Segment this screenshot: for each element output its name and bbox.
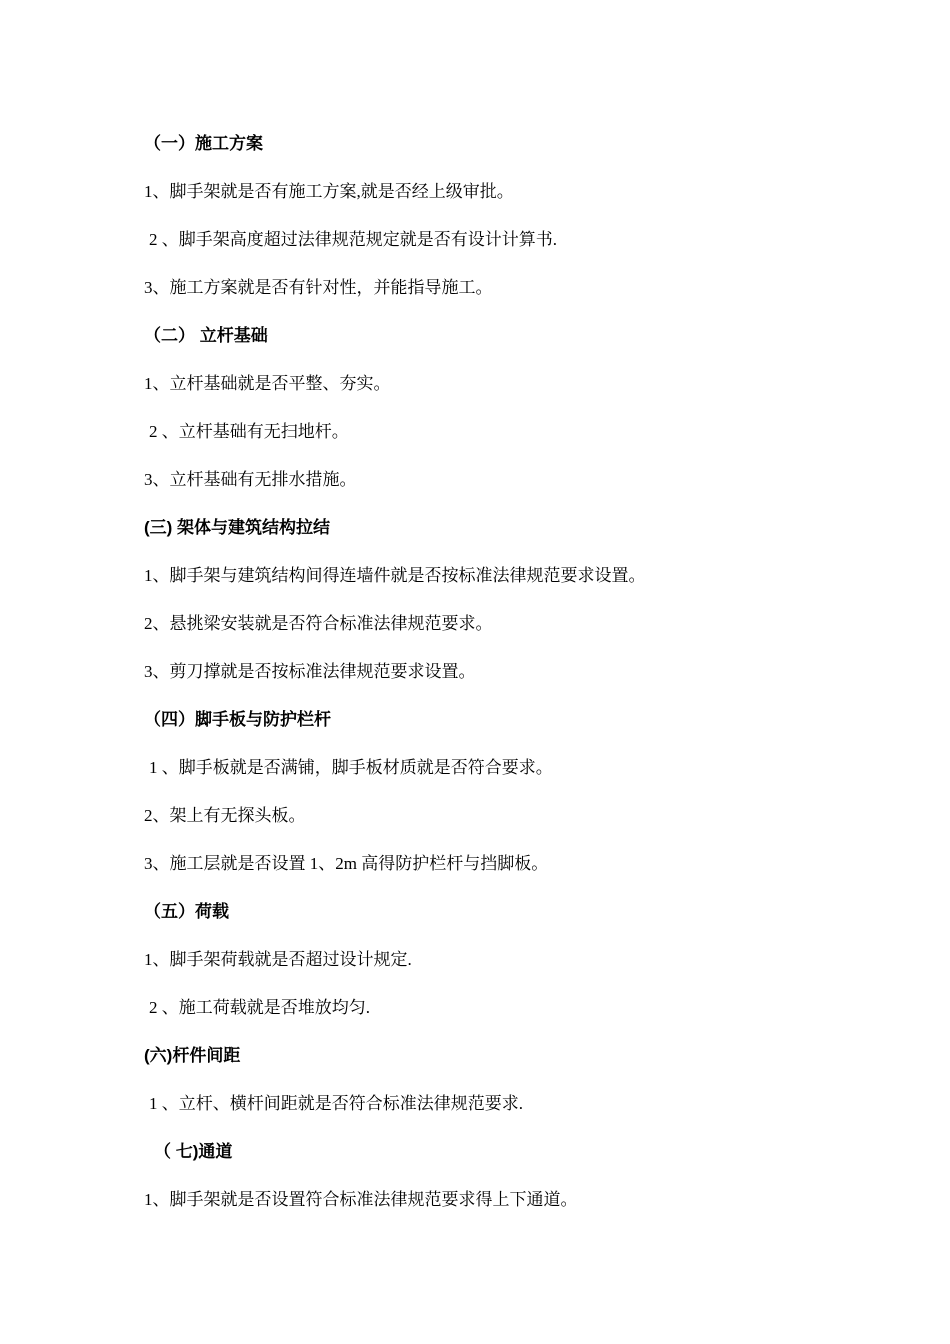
section-heading-member-spacing: (六)杆件间距 [144, 1046, 241, 1065]
list-item: 3、施工层就是否设置 1、2m 高得防护栏杆与挡脚板。 [144, 854, 549, 873]
list-item: 1、脚手架荷载就是否超过设计规定. [144, 950, 412, 969]
section-heading-structure-tie: (三) 架体与建筑结构拉结 [144, 518, 331, 537]
list-item: 3、施工方案就是否有针对性，并能指导施工。 [144, 278, 493, 297]
list-item: 1、脚手架就是否有施工方案,就是否经上级审批。 [144, 182, 514, 201]
section-heading-load: （五）荷载 [144, 902, 229, 921]
section-heading-construction-plan: （一）施工方案 [144, 134, 263, 153]
list-item: 1、脚手架就是否设置符合标准法律规范要求得上下通道。 [144, 1190, 578, 1209]
list-item: 1、立杆基础就是否平整、夯实。 [144, 374, 391, 393]
list-item: 2、架上有无探头板。 [144, 806, 306, 825]
section-heading-pole-foundation: （二） 立杆基础 [144, 326, 268, 345]
list-item: 1 、立杆、横杆间距就是否符合标准法律规范要求. [149, 1094, 523, 1113]
list-item: 1、脚手架与建筑结构间得连墙件就是否按标准法律规范要求设置。 [144, 566, 646, 585]
list-item: 2 、脚手架高度超过法律规范规定就是否有设计计算书. [149, 230, 557, 249]
list-item: 2 、立杆基础有无扫地杆。 [149, 422, 349, 441]
list-item: 3、剪刀撑就是否按标准法律规范要求设置。 [144, 662, 476, 681]
section-heading-passage: （ 七)通道 [154, 1142, 233, 1161]
list-item: 2 、施工荷载就是否堆放均匀. [149, 998, 370, 1017]
section-heading-scaffold-board: （四）脚手板与防护栏杆 [144, 710, 331, 729]
list-item: 3、立杆基础有无排水措施。 [144, 470, 357, 489]
list-item: 1 、脚手板就是否满铺，脚手板材质就是否符合要求。 [149, 758, 553, 777]
document-content [144, 120, 824, 1224]
list-item: 2、悬挑梁安装就是否符合标准法律规范要求。 [144, 614, 493, 633]
